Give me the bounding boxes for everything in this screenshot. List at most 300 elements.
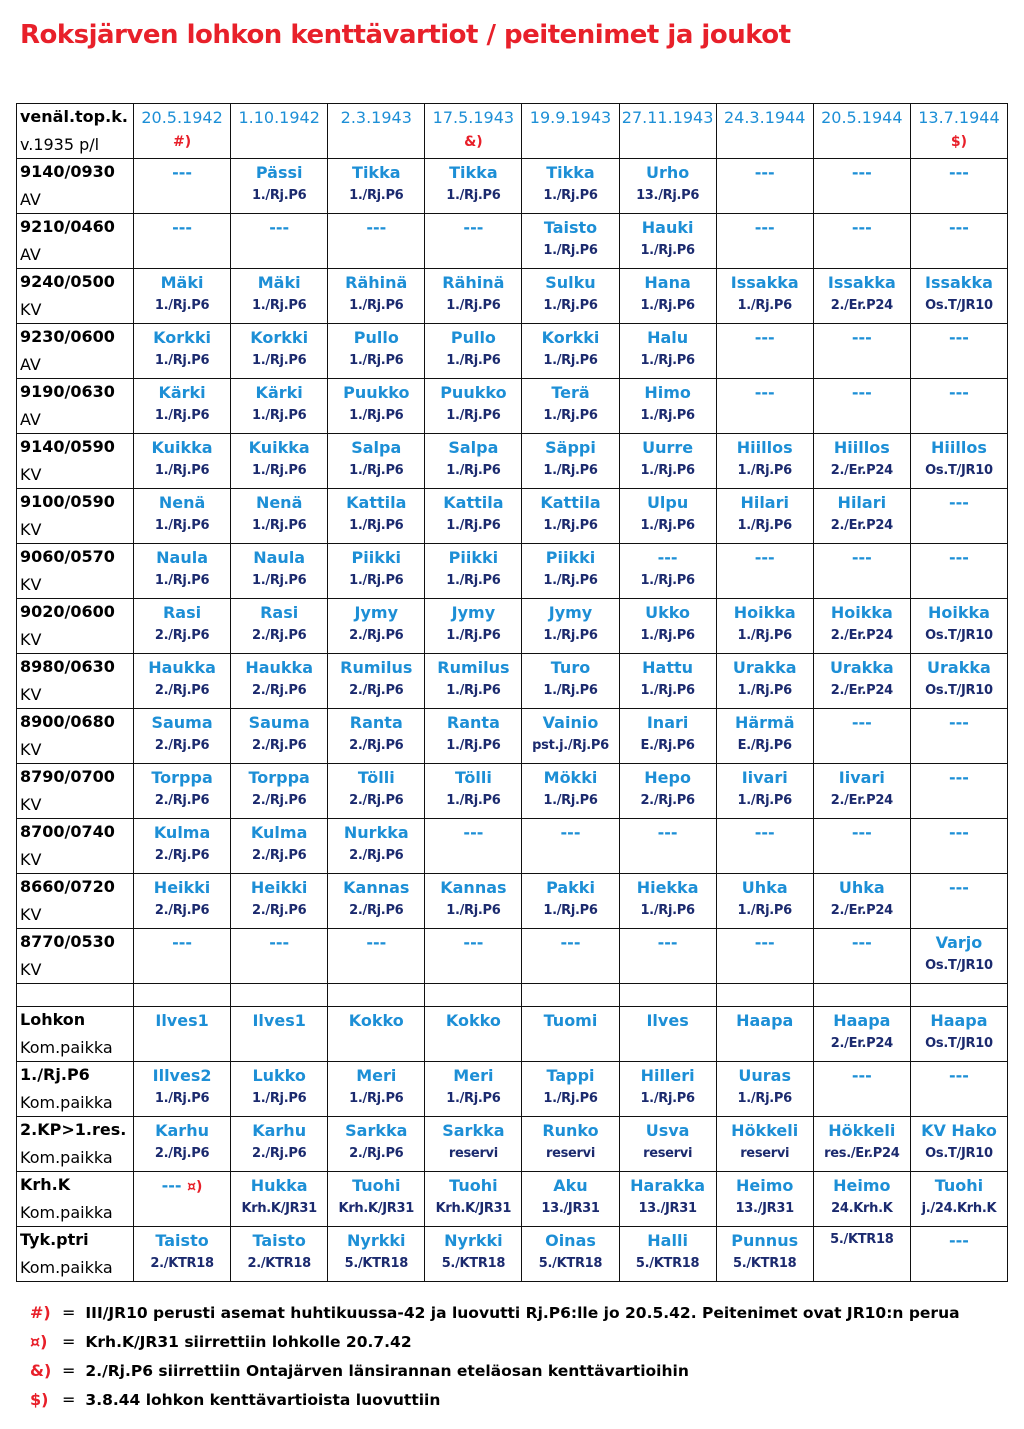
table-cell [619, 269, 716, 324]
unit-label: 2./Rj.P6 [154, 738, 210, 753]
unit-label: 1./Rj.P6 [543, 408, 598, 423]
table-cell [134, 1007, 231, 1062]
table-cell [328, 1062, 425, 1117]
codename [249, 436, 310, 460]
codename [352, 161, 400, 185]
codename [442, 271, 504, 295]
codename [256, 381, 303, 405]
table-cell [425, 654, 522, 709]
codename-text: Tuomi [543, 1011, 598, 1030]
table-row [17, 654, 1008, 709]
unit-label: 2./Er.P24 [830, 683, 893, 698]
codename-text: Pullo [450, 328, 496, 347]
codename [852, 711, 872, 735]
cell-content [814, 599, 910, 653]
unit-label: 2./KTR18 [247, 1256, 311, 1271]
cell-content [522, 379, 618, 433]
table-cell [619, 1117, 716, 1172]
row-coordinate: 8900/0680 [20, 712, 115, 731]
row-coordinate: 9240/0500 [20, 272, 115, 291]
codename-text: Kärki [255, 383, 303, 402]
row-type: Kom.paikka [20, 1148, 113, 1167]
codename [642, 216, 694, 240]
codename [253, 546, 305, 570]
row-type: Kom.paikka [20, 1203, 113, 1222]
table-cell [425, 1007, 522, 1062]
codename [828, 1119, 895, 1143]
codename [155, 1119, 209, 1143]
table-cell [425, 159, 522, 214]
cell-content [134, 1117, 230, 1171]
table-cell [813, 819, 910, 874]
date-header-cell [813, 104, 910, 159]
unit-label: 1./Rj.P6 [640, 518, 695, 533]
header-label [17, 104, 133, 158]
codename-text: Kattila [540, 493, 601, 512]
cell-content [814, 1062, 910, 1116]
date-label: 20.5.1944 [821, 108, 903, 127]
codename-text: --- [463, 218, 484, 237]
codename [755, 381, 775, 405]
codename [949, 491, 969, 515]
table-cell [231, 874, 328, 929]
unit-label: 1./Rj.P6 [543, 353, 598, 368]
unit-label: 5./KTR18 [830, 1232, 894, 1247]
cell-content [231, 324, 327, 378]
codename-text: Ukko [645, 603, 691, 622]
row-header-cell [17, 1172, 134, 1227]
unit-label: 1./Rj.P6 [640, 243, 695, 258]
table-cell [716, 214, 813, 269]
cell-content [522, 599, 618, 653]
table-row [17, 434, 1008, 489]
cell-content [911, 379, 1007, 433]
table-cell [619, 1227, 716, 1282]
codename-text: --- [366, 218, 387, 237]
codename-text: Pakki [546, 878, 595, 897]
codename [734, 601, 796, 625]
table-cell [910, 489, 1007, 544]
unit-label: 5./KTR18 [733, 1256, 797, 1271]
codename [449, 546, 498, 570]
unit-label: 1./Rj.P6 [446, 518, 501, 533]
cell-content [522, 819, 618, 873]
codename [355, 601, 398, 625]
cell-content [717, 269, 813, 323]
codename-text: Hoikka [927, 603, 990, 622]
row-coordinate: 9140/0930 [20, 162, 115, 181]
table-row [17, 599, 1008, 654]
cell-content [814, 544, 910, 598]
date-header [814, 104, 910, 158]
table-cell [522, 599, 619, 654]
cell-content [134, 1172, 230, 1226]
table-cell [134, 379, 231, 434]
codename [153, 1064, 212, 1088]
cell-content [231, 1172, 327, 1226]
table-cell [134, 434, 231, 489]
unit-label: 2./Er.P24 [830, 793, 893, 808]
cell-content [522, 1117, 618, 1171]
cell-content [522, 544, 618, 598]
table-cell [134, 819, 231, 874]
row-type: KV [20, 465, 42, 484]
cell-content [231, 489, 327, 543]
codename [646, 1009, 688, 1033]
table-cell [619, 764, 716, 819]
table-cell [619, 379, 716, 434]
codename-text: Nurkka [343, 823, 409, 842]
unit-label: 1./Rj.P6 [543, 683, 598, 698]
codename [249, 711, 310, 735]
cell-content [814, 269, 910, 323]
cell-content [522, 764, 618, 818]
codename-text: Varjo [935, 933, 983, 952]
footnote-mark: #) [172, 134, 192, 150]
codename-text: Hoikka [830, 603, 893, 622]
codename [546, 876, 595, 900]
codename [544, 766, 598, 790]
table-cell [522, 324, 619, 379]
table-cell [231, 214, 328, 269]
table-cell [134, 489, 231, 544]
codename [463, 821, 483, 845]
codename [352, 1174, 400, 1198]
codename-text: Vainio [542, 713, 599, 732]
codename [343, 381, 409, 405]
table-cell [134, 929, 231, 984]
unit-label: 1./Rj.P6 [446, 298, 501, 313]
codename-text: Korkki [250, 328, 309, 347]
cell-content [717, 324, 813, 378]
date-label: 1.10.1942 [238, 108, 320, 127]
table-cell [328, 379, 425, 434]
unit-label: 1./Rj.P6 [640, 903, 695, 918]
codename [733, 656, 797, 680]
codename [544, 1009, 598, 1033]
codename-text: --- [851, 163, 872, 182]
unit-label: reservi [448, 1146, 498, 1161]
table-cell [522, 1007, 619, 1062]
unit-label: Krh.K/JR31 [241, 1201, 317, 1216]
table-cell [231, 324, 328, 379]
cell-content [425, 1227, 521, 1281]
cell-content [328, 929, 424, 983]
codename-text: Säppi [545, 438, 596, 457]
codename [647, 491, 688, 515]
table-cell [910, 1062, 1007, 1117]
date-label: 13.7.1944 [918, 108, 1000, 127]
footnote-equals: = [62, 1361, 76, 1380]
codename-text: Tikka [352, 163, 401, 182]
unit-label: 1./Rj.P6 [737, 628, 792, 643]
date-label: 20.5.1942 [141, 108, 223, 127]
row-type: KV [20, 685, 42, 704]
table-row [17, 379, 1008, 434]
unit-label: Os.T/JR10 [925, 1036, 993, 1051]
cell-content [522, 269, 618, 323]
codename-text: Ranta [349, 713, 403, 732]
codename-text: --- [560, 933, 581, 952]
unit-label: 1./Rj.P6 [154, 298, 210, 313]
row-header [17, 324, 133, 378]
unit-label: 5./KTR18 [538, 1256, 603, 1271]
unit-label: Os.T/JR10 [925, 298, 993, 313]
table-cell [716, 874, 813, 929]
codename [546, 161, 594, 185]
table-cell [328, 1117, 425, 1172]
table-cell [619, 214, 716, 269]
codename [949, 1229, 969, 1253]
table-cell [910, 434, 1007, 489]
codename [834, 436, 890, 460]
codename-text: Urakka [927, 658, 991, 677]
cell-content [717, 1007, 813, 1061]
codename [172, 161, 192, 185]
codename [251, 876, 308, 900]
cell-content [911, 324, 1007, 378]
row-header-cell [17, 214, 134, 269]
row-header-cell [17, 1227, 134, 1282]
codename-text: --- [948, 1231, 969, 1250]
table-row [17, 874, 1008, 929]
table-cell [813, 1062, 910, 1117]
table-cell [134, 1117, 231, 1172]
row-header-cell [17, 159, 134, 214]
codename-text: Rumilus [340, 658, 413, 677]
cell-content [425, 1172, 521, 1226]
codename [172, 931, 192, 955]
codename-text: Sarkka [345, 1121, 408, 1140]
codename-text: Sauma [248, 713, 310, 732]
cell-content [717, 764, 813, 818]
table-cell [910, 764, 1007, 819]
unit-label: 1./Rj.P6 [543, 573, 598, 588]
header-label-a: venäl.top.k. [20, 107, 128, 126]
table-cell [134, 599, 231, 654]
unit-label: 2./Rj.P6 [252, 738, 307, 753]
row-header [17, 1007, 133, 1061]
unit-label: 2./Rj.P6 [349, 738, 404, 753]
unit-label: 13./JR31 [735, 1201, 794, 1216]
codename-text: --- [657, 548, 678, 567]
codename [637, 876, 699, 900]
cell-content [134, 599, 230, 653]
cell-content [814, 1117, 910, 1171]
codename-text: Harakka [630, 1176, 706, 1195]
cell-content [717, 544, 813, 598]
row-coordinate: 1./Rj.P6 [20, 1065, 90, 1084]
table-cell [328, 599, 425, 654]
table-cell [522, 1227, 619, 1282]
cell-content [134, 1007, 230, 1061]
cell-content [620, 654, 716, 708]
table-row [17, 1007, 1008, 1062]
codename-text: Korkki [541, 328, 600, 347]
table-cell [910, 874, 1007, 929]
unit-label: 1./Rj.P6 [446, 188, 501, 203]
unit-label: 1./Rj.P6 [737, 518, 792, 533]
codename-text: Tölli [454, 768, 492, 787]
footnote-mark: $) [950, 134, 967, 150]
table-cell [425, 544, 522, 599]
table-cell [910, 324, 1007, 379]
codename [949, 326, 969, 350]
cell-content [231, 379, 327, 433]
row-coordinate: 9100/0590 [20, 492, 115, 511]
unit-label: 1./Rj.P6 [640, 408, 695, 423]
codename-text: --- [754, 383, 775, 402]
codename-text: Ilves1 [252, 1011, 306, 1030]
codename [830, 656, 894, 680]
cell-content [814, 159, 910, 213]
row-coordinate: 2.KP>1.res. [20, 1120, 127, 1139]
cell-content [425, 709, 521, 763]
codename [852, 931, 872, 955]
codename-text: Sulku [545, 273, 596, 292]
row-coordinate: 8660/0720 [20, 877, 115, 896]
codename-text: Hökkeli [828, 1121, 896, 1140]
cell-content [620, 489, 716, 543]
footnote-text: 3.8.44 lohkon kenttävartioista luovuttiin [85, 1390, 441, 1409]
unit-label: 2./Er.P24 [830, 463, 893, 478]
codename-text: Haapa [833, 1011, 891, 1030]
unit-label: 1./Rj.P6 [640, 683, 695, 698]
codename [949, 161, 969, 185]
cell-content [328, 379, 424, 433]
table-cell [425, 379, 522, 434]
codename [366, 931, 386, 955]
footnote [30, 1356, 960, 1385]
cell-content [134, 654, 230, 708]
codename [350, 711, 403, 735]
table-cell [425, 269, 522, 324]
cell-content [328, 709, 424, 763]
codename-text: Rähinä [442, 273, 505, 292]
codename-text: Taisto [543, 218, 598, 237]
cell-content [522, 1172, 618, 1226]
cell-content [911, 654, 1007, 708]
codename [646, 1119, 690, 1143]
codename [162, 1174, 203, 1199]
codename-text: Hauki [641, 218, 694, 237]
date-header [328, 104, 424, 158]
codename [755, 216, 775, 240]
table-cell [231, 654, 328, 709]
cell-content [328, 1117, 424, 1171]
cell-content [717, 1172, 813, 1226]
unit-label: 1./Rj.P6 [446, 793, 501, 808]
codename-text: --- [851, 548, 872, 567]
spacer-cell [17, 984, 134, 1007]
footnote-text: Krh.K/JR31 siirrettiin lohkolle 20.7.42 [85, 1332, 412, 1351]
codename [736, 1174, 793, 1198]
row-header-cell [17, 1007, 134, 1062]
table-cell [813, 709, 910, 764]
codename-text: Kannas [440, 878, 507, 897]
codename [545, 436, 596, 460]
codename [443, 491, 503, 515]
unit-label: 1./Rj.P6 [640, 298, 695, 313]
table-cell [716, 1117, 813, 1172]
unit-label: 2./Er.P24 [830, 903, 893, 918]
table-cell [910, 1172, 1007, 1227]
table-cell [522, 1172, 619, 1227]
table-cell [522, 874, 619, 929]
footnote-mark: &) [464, 134, 483, 150]
row-coordinate: 8700/0740 [20, 822, 115, 841]
row-header [17, 159, 133, 213]
codename [755, 821, 775, 845]
codename-text: Iivari [838, 768, 885, 787]
codename [154, 821, 210, 845]
row-type: AV [20, 245, 41, 264]
codename-text: Tikka [546, 163, 595, 182]
row-header [17, 929, 133, 983]
table-cell [813, 764, 910, 819]
codename [463, 216, 483, 240]
row-header [17, 434, 133, 488]
codename-text: Naula [253, 548, 306, 567]
codename [344, 821, 409, 845]
table-cell [716, 929, 813, 984]
unit-label: 1./Rj.P6 [349, 408, 404, 423]
codename [248, 766, 309, 790]
codename [345, 1119, 407, 1143]
codename [159, 491, 205, 515]
unit-label: E./Rj.P6 [640, 738, 695, 753]
table-cell [716, 434, 813, 489]
unit-label: Os.T/JR10 [925, 463, 993, 478]
unit-label: 1./Rj.P6 [446, 683, 501, 698]
table-cell [231, 599, 328, 654]
cell-content [425, 1117, 521, 1171]
unit-label: 2./Er.P24 [830, 298, 893, 313]
codename-text: Kulma [153, 823, 211, 842]
table-cell [425, 434, 522, 489]
codename [446, 1009, 501, 1033]
codename [448, 436, 498, 460]
cell-content [522, 929, 618, 983]
cell-content [134, 159, 230, 213]
table-cell [231, 1227, 328, 1282]
cell-content [522, 1007, 618, 1061]
codename [346, 491, 406, 515]
table-cell [910, 1227, 1007, 1282]
cell-content [814, 489, 910, 543]
unit-label: 2./Rj.P6 [349, 683, 404, 698]
cell-content [328, 269, 424, 323]
table-cell [910, 159, 1007, 214]
table-row [17, 489, 1008, 544]
codename-text: --- [851, 823, 872, 842]
codename-text: Aku [553, 1176, 588, 1195]
codename-text: Heimo [833, 1176, 891, 1195]
table-cell [813, 269, 910, 324]
cell-content [814, 379, 910, 433]
cell-content [911, 434, 1007, 488]
codename-text: Punnus [731, 1231, 799, 1250]
codename [731, 271, 799, 295]
row-type: AV [20, 190, 41, 209]
table-row [17, 269, 1008, 324]
codename-text: Jymy [548, 603, 593, 622]
codename-text: Tikka [449, 163, 498, 182]
codename-text: --- [851, 328, 872, 347]
unit-label: 2./Rj.P6 [154, 683, 210, 698]
cell-content [620, 214, 716, 268]
unit-label: j./24.Krh.K [921, 1201, 997, 1216]
